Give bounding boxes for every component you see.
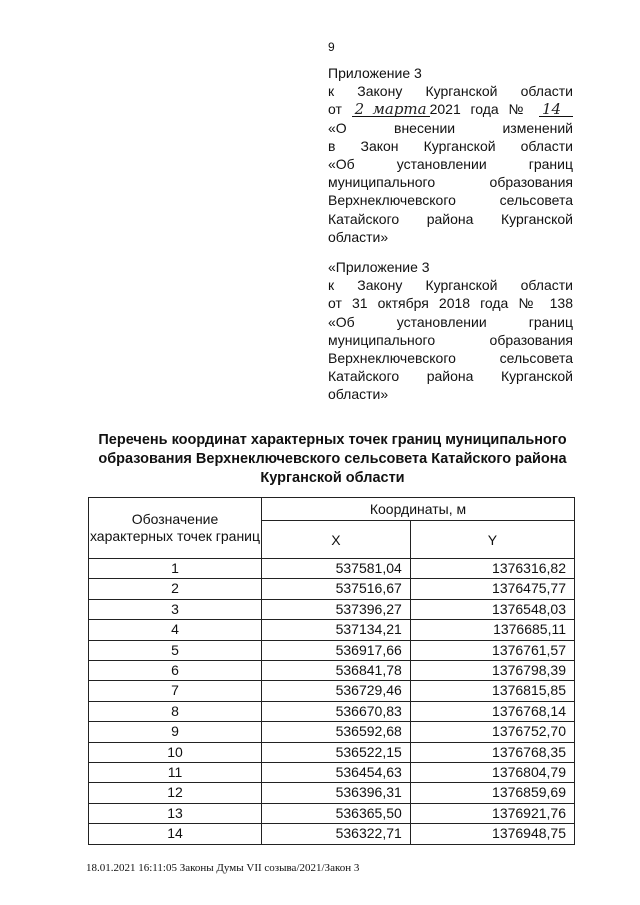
- point-number-cell: 7: [89, 681, 262, 701]
- x-coordinate-cell: 536670,83: [262, 701, 411, 721]
- table-row: [89, 763, 575, 783]
- header-y: Y: [410, 521, 574, 559]
- appendix-new-line: области»: [328, 228, 389, 245]
- coordinates-table-body: [89, 559, 575, 845]
- y-coordinate-cell: 1376804,79: [410, 763, 574, 783]
- x-coordinate-cell: 537581,04: [262, 559, 411, 579]
- y-coordinate-cell: 1376768,14: [410, 701, 574, 721]
- table-row: [89, 701, 575, 721]
- header-coordinates: Координаты, м: [262, 498, 575, 521]
- appendix-original-line: области»: [328, 386, 389, 403]
- appendix-original-line: муниципального образования: [328, 331, 573, 348]
- table-row: [89, 681, 575, 701]
- appendix-new-line: к Закону Курганской области: [328, 83, 573, 100]
- point-number-cell: 13: [89, 803, 262, 823]
- table-row: [89, 783, 575, 803]
- y-coordinate-cell: 1376948,75: [410, 824, 574, 844]
- point-number-cell: 11: [89, 763, 262, 783]
- appendix-new-line: муниципального образования: [328, 174, 573, 191]
- handwritten-date: 2 марта: [352, 102, 430, 117]
- appendix-original-line: от 31 октября 2018 года № 138: [328, 295, 573, 312]
- x-coordinate-cell: 536322,71: [262, 824, 411, 844]
- y-coordinate-cell: 1376815,85: [410, 681, 574, 701]
- appendix-original-line: к Закону Курганской области: [328, 277, 573, 294]
- header-point-designation: Обозначение характерных точек границ: [89, 498, 262, 559]
- y-coordinate-cell: 1376752,70: [410, 722, 574, 742]
- appendix-new-year: 2021 года №: [429, 101, 530, 118]
- point-number-cell: 14: [89, 824, 262, 844]
- x-coordinate-cell: 536592,68: [262, 722, 411, 742]
- title-line: Курганской области: [260, 470, 405, 486]
- table-row: [89, 742, 575, 762]
- point-number-cell: 9: [89, 722, 262, 742]
- header-x: X: [262, 521, 411, 559]
- y-coordinate-cell: 1376798,39: [410, 661, 574, 681]
- appendix-new-line: Верхнеключевского сельсовета: [328, 192, 573, 209]
- point-number-cell: 2: [89, 579, 262, 599]
- y-coordinate-cell: 1376761,57: [410, 640, 574, 660]
- coordinates-table: [88, 497, 575, 845]
- point-number-cell: 5: [89, 640, 262, 660]
- appendix-new-line: Приложение 3: [328, 65, 422, 81]
- point-number-cell: 12: [89, 783, 262, 803]
- appendix-new-line: в Закон Курганской области: [328, 137, 573, 154]
- footer-stamp: 18.01.2021 16:11:05 Законы Думы VII созыва/2021/Закон 3: [86, 862, 360, 874]
- x-coordinate-cell: 537134,21: [262, 620, 411, 640]
- title-line: образования Верхнеключевского сельсовета Катайского района: [98, 451, 567, 467]
- point-number-cell: 8: [89, 701, 262, 721]
- appendix-new-header: [328, 64, 573, 246]
- handwritten-law-number: 14: [539, 102, 573, 117]
- point-number-cell: 1: [89, 559, 262, 579]
- x-coordinate-cell: 536841,78: [262, 661, 411, 681]
- point-number-cell: 3: [89, 599, 262, 619]
- table-row: [89, 620, 575, 640]
- table-row: [89, 640, 575, 660]
- x-coordinate-cell: 536454,63: [262, 763, 411, 783]
- title-line: Перечень координат характерных точек границ муниципального: [98, 432, 567, 448]
- y-coordinate-cell: 1376475,77: [410, 579, 574, 599]
- point-number-cell: 10: [89, 742, 262, 762]
- table-row: [89, 559, 575, 579]
- y-coordinate-cell: 1376921,76: [410, 803, 574, 823]
- x-coordinate-cell: 536522,15: [262, 742, 411, 762]
- appendix-new-line: «Об установлении границ: [328, 156, 573, 173]
- appendix-new-line: Катайского района Курганской: [328, 210, 573, 227]
- appendix-original-line: «Об установлении границ: [328, 313, 573, 330]
- point-number-cell: 4: [89, 620, 262, 640]
- appendix-original-line: Верхнеключевского сельсовета: [328, 350, 573, 367]
- appendix-original-line: «Приложение 3: [328, 259, 430, 275]
- page-number: 9: [328, 40, 335, 54]
- appendix-new-from: от: [328, 101, 342, 118]
- appendix-new-line: «О внесении изменений: [328, 119, 573, 136]
- table-row: [89, 803, 575, 823]
- x-coordinate-cell: 536396,31: [262, 783, 411, 803]
- appendix-new-date-line: [328, 100, 573, 118]
- table-row: [89, 599, 575, 619]
- y-coordinate-cell: 1376768,35: [410, 742, 574, 762]
- table-row: [89, 722, 575, 742]
- table-row: [89, 661, 575, 681]
- x-coordinate-cell: 536365,50: [262, 803, 411, 823]
- appendix-original-header: [328, 258, 573, 404]
- y-coordinate-cell: 1376859,69: [410, 783, 574, 803]
- y-coordinate-cell: 1376685,11: [410, 620, 574, 640]
- table-row: [89, 579, 575, 599]
- y-coordinate-cell: 1376548,03: [410, 599, 574, 619]
- point-number-cell: 6: [89, 661, 262, 681]
- x-coordinate-cell: 536917,66: [262, 640, 411, 660]
- x-coordinate-cell: 537516,67: [262, 579, 411, 599]
- document-title: [80, 431, 585, 488]
- x-coordinate-cell: 537396,27: [262, 599, 411, 619]
- x-coordinate-cell: 536729,46: [262, 681, 411, 701]
- appendix-original-line: Катайского района Курганской: [328, 368, 573, 385]
- table-row: [89, 824, 575, 844]
- y-coordinate-cell: 1376316,82: [410, 559, 574, 579]
